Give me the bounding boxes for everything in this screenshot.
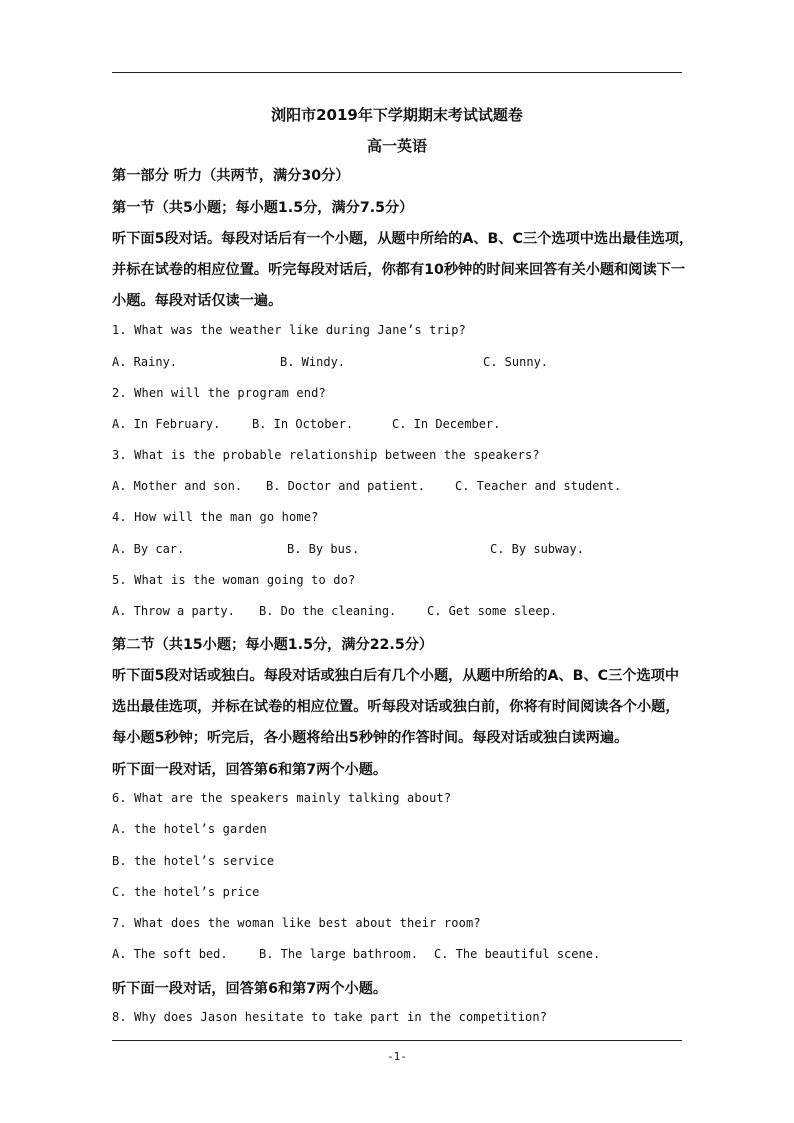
- question-6-stem: 6. What are the speakers mainly talking about?: [112, 791, 452, 805]
- section2-instructions-line-3: 每小题5秒钟；听完后，各小题将给出5秒钟的作答时间。每段对话或独白读两遍。: [112, 730, 629, 746]
- question-3-option-c: C. Teacher and student.: [455, 479, 622, 493]
- question-6-option-b: B. the hotel’s service: [112, 854, 275, 868]
- question-5-option-b: B. Do the cleaning.: [259, 604, 397, 618]
- page-number: -1-: [387, 1050, 407, 1063]
- dialog-note-2: 听下面一段对话，回答第6和第7两个小题。: [112, 981, 388, 997]
- question-1-option-a: A. Rainy.: [112, 355, 178, 369]
- instructions-line-3: 小题。每段对话仅读一遍。: [112, 293, 283, 309]
- question-7-option-c: C. The beautiful scene.: [434, 947, 601, 961]
- section2-heading: 第二节（共15小题；每小题1.5分，满分22.5分）: [112, 637, 434, 653]
- question-6-option-a: A. the hotel’s garden: [112, 822, 267, 836]
- question-5-stem: 5. What is the woman going to do?: [112, 573, 356, 587]
- instructions-line-2: 并标在试卷的相应位置。听完每段对话后，你都有10秒钟的时间来回答有关小题和阅读下一: [112, 262, 686, 278]
- question-8-stem: 8. Why does Jason hesitate to take part in the competition?: [112, 1010, 548, 1024]
- question-5-option-a: A. Throw a party.: [112, 604, 235, 618]
- question-6-option-c: C. the hotel’s price: [112, 885, 260, 899]
- question-7-stem: 7. What does the woman like best about their room?: [112, 916, 481, 930]
- instructions-line-1: 听下面5段对话。每段对话后有一个小题，从题中所给的A、B、C三个选项中选出最佳选项，: [112, 231, 694, 247]
- question-2-option-b: B. In October.: [252, 417, 354, 431]
- section2-instructions-line-1: 听下面5段对话或独白。每段对话或独白后有几个小题，从题中所给的A、B、C三个选项中: [112, 668, 680, 684]
- section2-instructions-line-2: 选出最佳选项，并标在试卷的相应位置。听每段对话或独白前，你将有时间阅读各个小题，: [112, 699, 680, 715]
- question-1-stem: 1. What was the weather like during Jane’s trip?: [112, 323, 466, 337]
- question-4-option-c: C. By subway.: [490, 542, 584, 556]
- bottom-rule: [112, 1040, 682, 1041]
- top-rule: [112, 72, 682, 73]
- exam-subtitle: 高一英语: [366, 137, 427, 155]
- question-7-option-b: B. The large bathroom.: [259, 947, 418, 961]
- question-5-option-c: C. Get some sleep.: [427, 604, 558, 618]
- question-3-option-b: B. Doctor and patient.: [266, 479, 425, 493]
- question-4-option-b: B. By bus.: [287, 542, 360, 556]
- question-2-option-c: C. In December.: [392, 417, 501, 431]
- question-1-option-b: B. Windy.: [280, 355, 346, 369]
- question-3-option-a: A. Mother and son.: [112, 479, 243, 493]
- exam-title: 浏阳市2019年下学期期末考试试题卷: [271, 106, 523, 124]
- dialog-note-1: 听下面一段对话，回答第6和第7两个小题。: [112, 762, 388, 778]
- part1-heading: 第一部分 听力（共两节，满分30分）: [112, 168, 350, 184]
- question-1-option-c: C. Sunny.: [483, 355, 549, 369]
- question-4-option-a: A. By car.: [112, 542, 185, 556]
- section1-heading: 第一节（共5小题；每小题1.5分，满分7.5分）: [112, 200, 414, 216]
- question-3-stem: 3. What is the probable relationship between the speakers?: [112, 448, 540, 462]
- question-4-stem: 4. How will the man go home?: [112, 510, 319, 524]
- question-2-option-a: A. In February.: [112, 417, 221, 431]
- question-2-stem: 2. When will the program end?: [112, 386, 326, 400]
- question-7-option-a: A. The soft bed.: [112, 947, 228, 961]
